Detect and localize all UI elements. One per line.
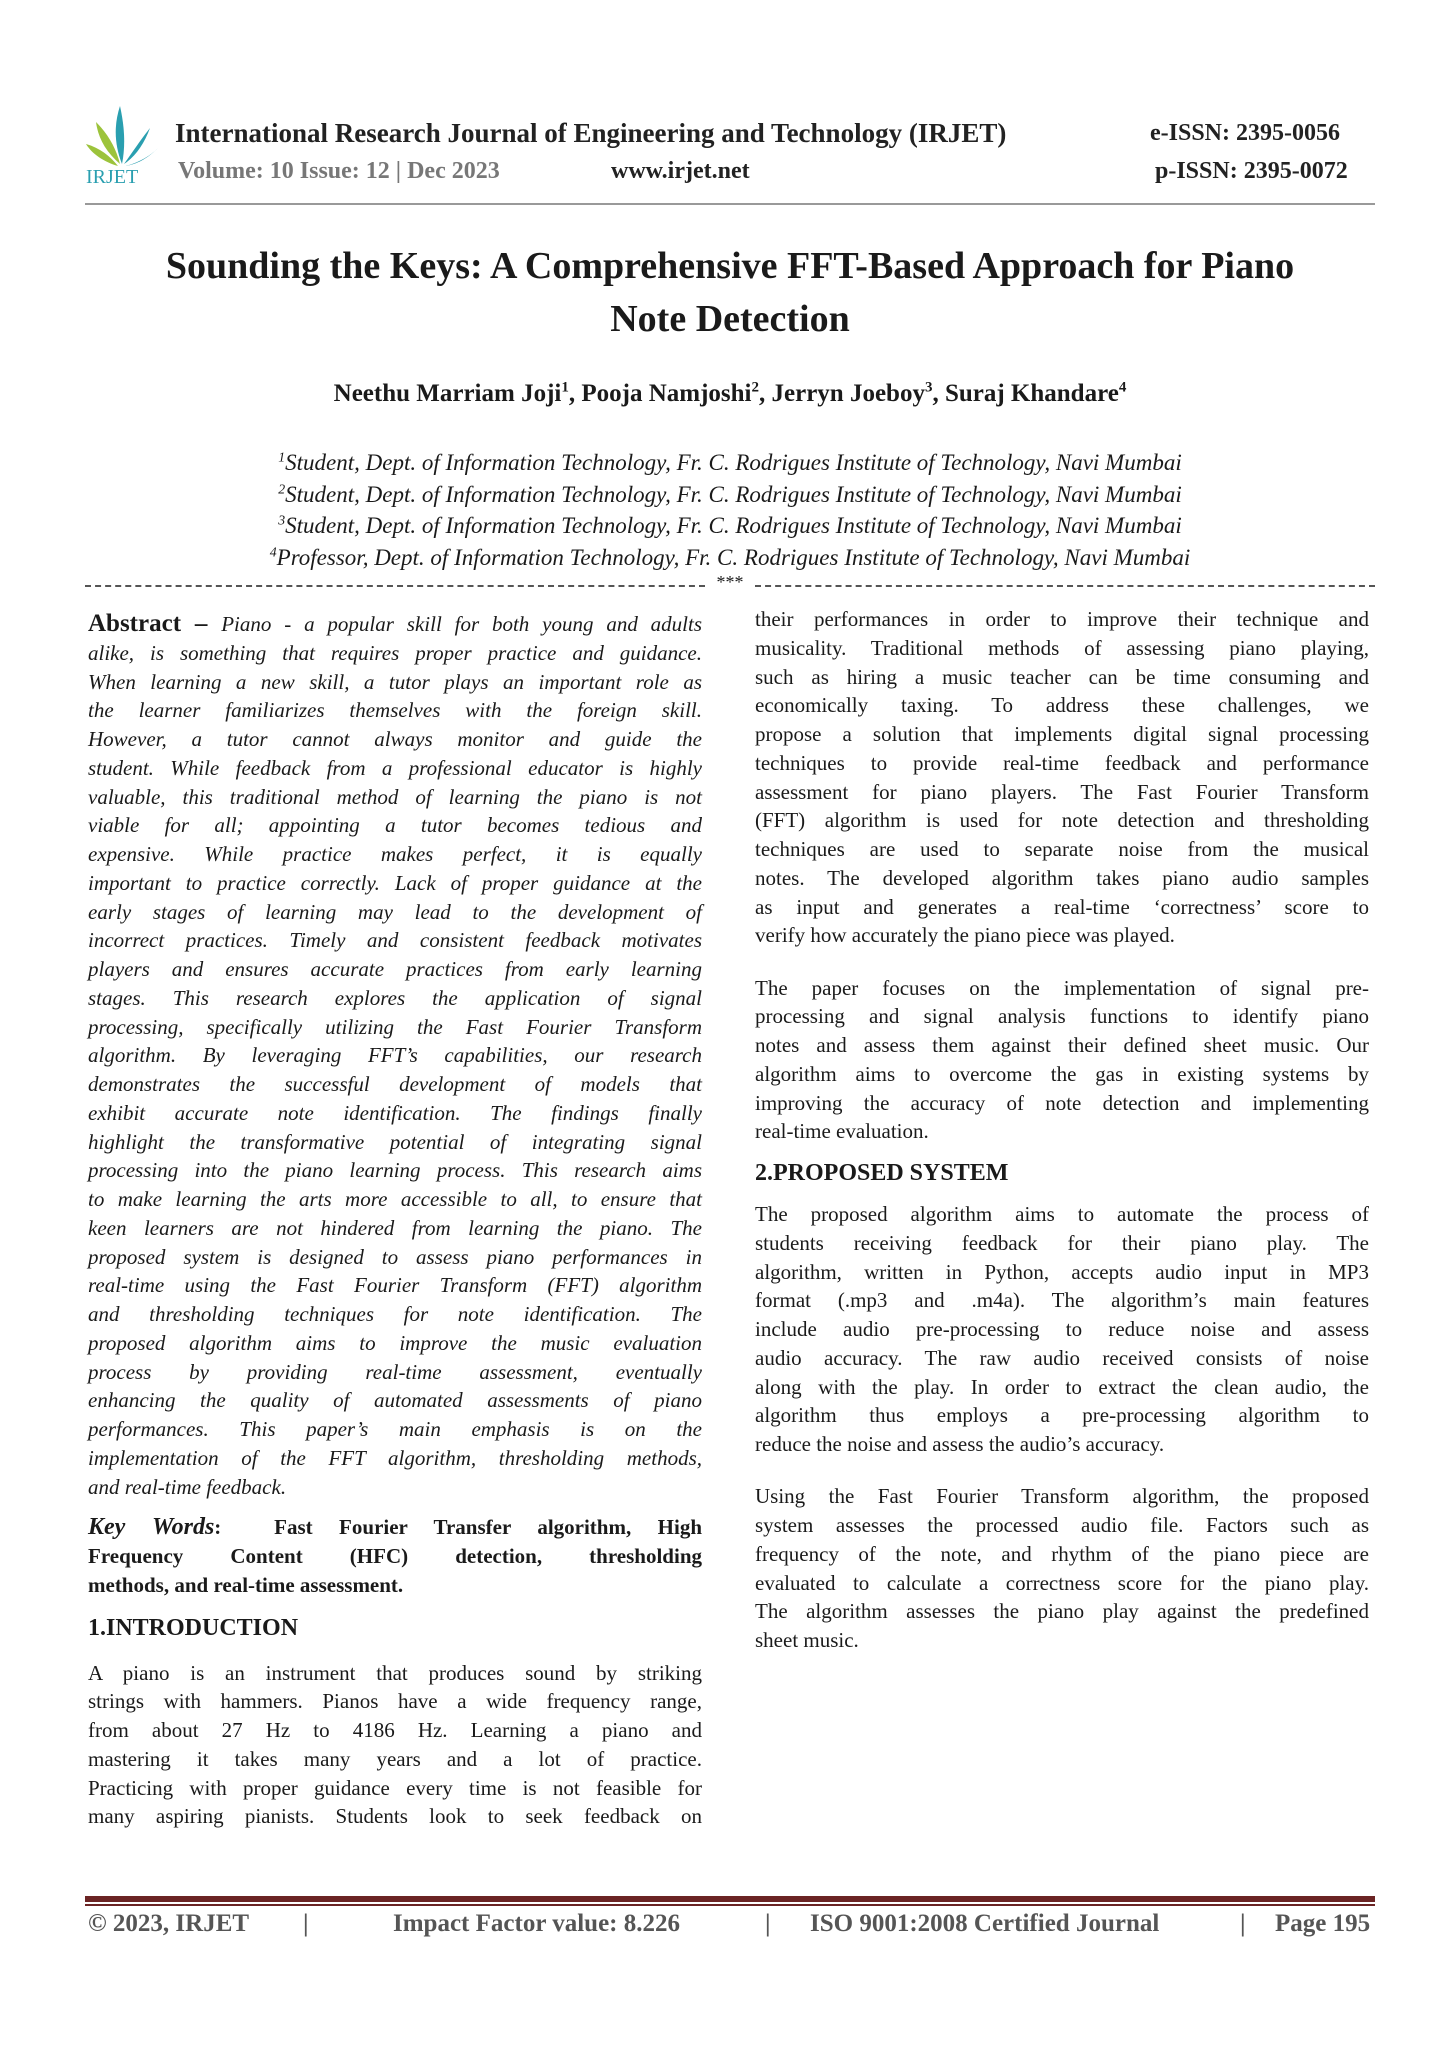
text-line: When learning a new skill, a tutor plays an important role as xyxy=(88,669,702,694)
text-line: format (.mp3 and .m4a). The algorithm’s main features xyxy=(755,1288,1369,1313)
footer-impact-factor: Impact Factor value: 8.226 xyxy=(393,1910,680,1937)
text-line: incorrect practices. Timely and consistent feedback motivates xyxy=(88,928,702,953)
footer-divider: | xyxy=(765,1910,771,1937)
author-name: Jerryn Joeboy xyxy=(771,380,925,407)
p-issn: p-ISSN: 2395-0072 xyxy=(1155,158,1348,184)
text-line: many aspiring pianists. Students look to seek feedback on xyxy=(88,1804,702,1829)
text-line: audio accuracy. The raw audio received consists of noise xyxy=(755,1345,1369,1370)
text-line: improving the accuracy of note detection and implementing xyxy=(755,1090,1369,1115)
affiliation-line xyxy=(80,479,1380,511)
text-line: algorithm. By leveraging FFT’s capabilities, our research xyxy=(88,1043,702,1068)
text-line: propose a solution that implements digital signal processing xyxy=(755,722,1369,746)
text-line: highlight the transformative potential of integrating signal xyxy=(88,1129,702,1154)
text-line: notes. The developed algorithm takes piano audio samples xyxy=(755,865,1369,890)
text-line: system assesses the processed audio file. Factors such as xyxy=(755,1513,1369,1537)
text-line: early stages of learning may lead to the development of xyxy=(88,899,702,924)
text-line: methods, and real-time assessment. xyxy=(88,1572,404,1597)
affiliation-superscript: 4 xyxy=(269,543,277,559)
text-line: algorithm aims to overcome the gas in existing systems by xyxy=(755,1061,1369,1086)
text-line: strings with hammers. Pianos have a wide frequency range, xyxy=(88,1689,702,1714)
text-line xyxy=(88,610,702,639)
text-line: implementation of the FFT algorithm, thresholding methods, xyxy=(88,1445,702,1470)
text-line: their performances in order to improve their technique and xyxy=(755,607,1369,631)
keywords-colon: : xyxy=(214,1515,222,1540)
text-line: techniques are used to separate noise from the musical xyxy=(755,837,1369,861)
text-line: real-time using the Fast Fourier Transform (FFT) algorithm xyxy=(88,1273,702,1298)
text-line: Using the Fast Fourier Transform algorithm, the proposed xyxy=(755,1484,1369,1509)
title-line: Note Detection xyxy=(610,298,850,340)
affiliation-line xyxy=(80,510,1380,542)
keywords-text: Fast Fourier Transfer algorithm, High xyxy=(274,1515,702,1540)
text-line: such as hiring a music teacher can be time consuming and xyxy=(755,664,1369,689)
affiliation-superscript: 1 xyxy=(278,449,286,465)
author-separator: , xyxy=(568,380,582,407)
spacer xyxy=(755,950,1369,974)
text-line: and thresholding techniques for note identification. The xyxy=(88,1302,702,1326)
text-line: students receiving feedback for their piano play. The xyxy=(755,1230,1369,1255)
spacer xyxy=(88,1501,702,1513)
abstract-text: Piano - a popular skill for both young and adults xyxy=(221,612,703,636)
affiliation-text: Professor, Dept. of Information Technology, Fr. C. Rodrigues Institute of Technology, Navi Mumbai xyxy=(276,544,1191,570)
text-line: the learner familiarizes themselves with the foreign skill. xyxy=(88,698,702,723)
footer-divider: | xyxy=(303,1910,309,1937)
text-line: players and ensures accurate practices from early learning xyxy=(88,957,702,981)
text-line: process by providing real-time assessment, eventually xyxy=(88,1359,702,1384)
volume-issue: Volume: 10 Issue: 12 | Dec 2023 xyxy=(178,158,500,184)
text-line: from about 27 Hz to 4186 Hz. Learning a piano and xyxy=(88,1718,702,1742)
text-line: proposed algorithm aims to improve the music evaluation xyxy=(88,1330,702,1355)
text-line: techniques to provide real-time feedback and performance xyxy=(755,750,1369,775)
text-line: viable for all; appointing a tutor becomes tedious and xyxy=(88,813,702,838)
text-line: algorithm, written in Python, accepts audio input in MP3 xyxy=(755,1259,1369,1284)
text-line: valuable, this traditional method of learning the piano is not xyxy=(88,784,702,809)
footer-copyright: © 2023, IRJET xyxy=(88,1910,250,1937)
text-line: notes and assess them against their defined sheet music. Our xyxy=(755,1033,1369,1057)
text-line: along with the play. In order to extract the clean audio, the xyxy=(755,1374,1369,1399)
text-line: The proposed algorithm aims to automate the process of xyxy=(755,1202,1369,1226)
text-line: However, a tutor cannot always monitor and guide the xyxy=(88,727,702,751)
author-name: Neethu Marriam Joji xyxy=(333,380,562,407)
text-line: stages. This research explores the application of signal xyxy=(88,985,702,1010)
text-line: (FFT) algorithm is used for note detection and thresholding xyxy=(755,808,1369,833)
affiliation-text: Student, Dept. of Information Technology, Fr. C. Rodrigues Institute of Technology, Navi Mumbai xyxy=(285,513,1182,538)
text-line: mastering it takes many years and a lot of practice. xyxy=(88,1746,702,1771)
affiliation-text: Student, Dept. of Information Technology, Fr. C. Rodrigues Institute of Technology, Navi Mumbai xyxy=(285,450,1182,475)
abstract-label: Abstract – xyxy=(88,610,222,637)
text-line: real-time evaluation. xyxy=(755,1119,929,1144)
text-line: Practicing with proper guidance every time is not feasible for xyxy=(88,1775,702,1800)
footer-rule-thin xyxy=(85,1904,1375,1906)
text-line: and real-time feedback. xyxy=(88,1474,287,1499)
logo-text: IRJET xyxy=(86,166,139,188)
header-divider xyxy=(85,203,1375,205)
text-line: keen learners are not hindered from learning the piano. The xyxy=(88,1215,702,1240)
text-line: The paper focuses on the implementation of signal pre- xyxy=(755,975,1369,1000)
affiliation-line xyxy=(80,447,1380,479)
text-line: demonstrates the successful development of models that xyxy=(88,1072,702,1096)
affiliation-superscript: 2 xyxy=(278,480,286,496)
text-line: evaluated to calculate a correctness score for the piano play. xyxy=(755,1570,1369,1595)
text-line: processing into the piano learning process. This research aims xyxy=(88,1158,702,1183)
text-line: exhibit accurate note identification. The findings finally xyxy=(88,1100,702,1125)
author-superscript: 3 xyxy=(924,379,933,396)
author-superscript: 4 xyxy=(1118,379,1127,396)
text-line: musicality. Traditional methods of assessing piano playing, xyxy=(755,635,1369,660)
abstract xyxy=(88,610,702,1501)
text-line: Frequency Content (HFC) detection, thresholding xyxy=(88,1544,702,1568)
paper-title xyxy=(80,240,1380,346)
text-line: assessment for piano players. The Fast Fourier Transform xyxy=(755,779,1369,804)
text-line: sheet music. xyxy=(755,1628,859,1652)
right-column xyxy=(755,605,1369,1655)
text-line: A piano is an instrument that produces sound by striking xyxy=(88,1660,702,1685)
spacer xyxy=(88,1600,702,1613)
footer-iso: ISO 9001:2008 Certified Journal xyxy=(810,1910,1160,1937)
text-line: student. While feedback from a professional educator is highly xyxy=(88,755,702,780)
text-line: reduce the noise and assess the audio’s accuracy. xyxy=(755,1432,1165,1456)
text-line: performances. This paper’s main emphasis is on the xyxy=(88,1417,702,1441)
text-line: enhancing the quality of automated assessments of piano xyxy=(88,1388,702,1413)
text-line: important to practice correctly. Lack of proper guidance at the xyxy=(88,870,702,895)
text-line xyxy=(88,1513,702,1542)
text-line: algorithm thus employs a pre-processing algorithm to xyxy=(755,1403,1369,1428)
footer-page-number: Page 195 xyxy=(1275,1910,1371,1937)
e-issn: e-ISSN: 2395-0056 xyxy=(1150,120,1340,146)
author-name: Suraj Khandare xyxy=(944,380,1119,407)
text-line: alike, is something that requires proper practice and guidance. xyxy=(88,640,702,665)
section-heading-introduction: 1.INTRODUCTION xyxy=(88,1614,299,1641)
affiliation-line xyxy=(80,542,1380,574)
text-line: include audio pre-processing to reduce noise and assess xyxy=(755,1317,1369,1341)
journal-website-link[interactable]: www.irjet.net xyxy=(611,158,750,184)
text-line: to make learning the arts more accessible to all, to ensure that xyxy=(88,1187,702,1211)
text-line: as input and generates a real-time ‘correctness’ score to xyxy=(755,894,1369,919)
irjet-logo xyxy=(84,104,160,190)
text-line: proposed system is designed to assess piano performances in xyxy=(88,1244,702,1269)
spacer xyxy=(755,1459,1369,1483)
spacer xyxy=(755,1188,1369,1200)
left-column xyxy=(88,610,702,1831)
author-separator: , xyxy=(932,380,945,407)
separator-stars: *** xyxy=(716,572,744,592)
affiliation-list xyxy=(80,447,1380,573)
journal-title: International Research Journal of Engineering and Technology (IRJET) xyxy=(175,118,1007,148)
section-heading-proposed-system: 2.PROPOSED SYSTEM xyxy=(755,1160,1009,1186)
author-superscript: 1 xyxy=(561,379,569,396)
text-line: expensive. While practice makes perfect, it is equally xyxy=(88,842,702,866)
keywords xyxy=(88,1513,702,1599)
text-line: economically taxing. To address these challenges, we xyxy=(755,693,1369,718)
spacer xyxy=(755,1146,1369,1158)
title-line: Sounding the Keys: A Comprehensive FFT-Based Approach for Piano xyxy=(165,245,1295,287)
author-superscript: 2 xyxy=(751,379,759,396)
footer-rule xyxy=(85,1896,1375,1902)
affiliation-text: Student, Dept. of Information Technology, Fr. C. Rodrigues Institute of Technology, Navi Mumbai xyxy=(285,481,1182,507)
author-name: Pooja Namjoshi xyxy=(581,380,752,407)
author-list xyxy=(80,380,1380,408)
text-line: processing, specifically utilizing the Fast Fourier Transform xyxy=(88,1014,702,1039)
text-line: The algorithm assesses the piano play against the predefined xyxy=(755,1599,1369,1624)
text-line: frequency of the note, and rhythm of the piano piece are xyxy=(755,1541,1369,1566)
spacer xyxy=(88,1643,702,1659)
author-separator: , xyxy=(759,380,772,407)
text-line: verify how accurately the piano piece was played. xyxy=(755,923,1175,948)
page-footer xyxy=(88,1910,1378,1938)
affiliation-superscript: 3 xyxy=(278,512,286,528)
keywords-label: Key Words xyxy=(88,1514,215,1541)
text-line: processing and signal analysis functions to identify piano xyxy=(755,1004,1369,1029)
section-separator xyxy=(85,572,1375,592)
footer-divider: | xyxy=(1240,1910,1246,1937)
